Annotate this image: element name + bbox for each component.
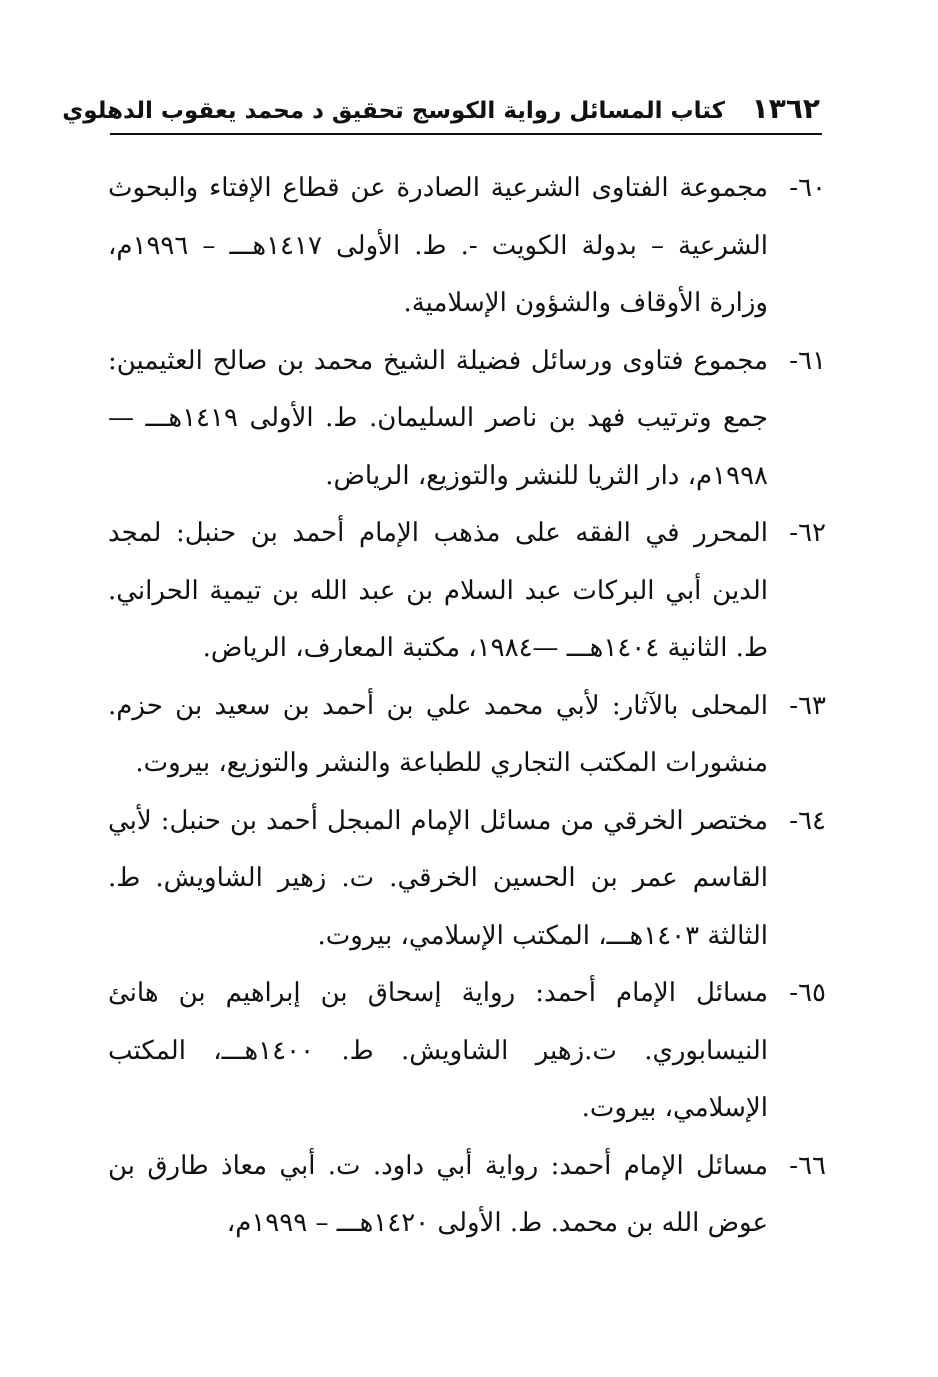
entry-number: ٦٢- bbox=[789, 518, 826, 548]
bibliography-entry bbox=[108, 1138, 826, 1253]
entry-text: مختصر الخرقي من مسائل الإمام المبجل أحمد بن حنبل: لأبي القاسم عمر بن الحسين الخرقي. ت. زهير الشاويش. ط. الثالثة ١٤٠٣هـــ، المكتب الإسلامي، بيروت. bbox=[108, 805, 768, 951]
entry-text: مجموع فتاوى ورسائل فضيلة الشيخ محمد بن صالح العثيمين: جمع وترتيب فهد بن ناصر السليمان. ط. الأولى ١٤١٩هـــ —١٩٩٨م، دار الثريا للنشر والتوزيع، الرياض. bbox=[108, 345, 769, 491]
page-number: ١٣٦٢ bbox=[751, 92, 820, 125]
entry-number: ٦٣- bbox=[789, 690, 826, 721]
bibliography-entry bbox=[108, 793, 826, 966]
bibliography-entry bbox=[108, 333, 826, 506]
entry-text: المحلى بالآثار: لأبي محمد علي بن أحمد بن سعيد بن حزم. منشورات المكتب التجاري للطباعة والنشر والتوزيع، بيروت. bbox=[108, 690, 768, 778]
bibliography-list bbox=[108, 160, 826, 1253]
bibliography-entry bbox=[108, 678, 826, 793]
entry-text: المحرر في الفقه على مذهب الإمام أحمد بن حنبل: لمجد الدين أبي البركات عبد السلام بن عبد الله بن تيمية الحراني. ط. الثانية ١٤٠٤هـــ —١٩٨٤، مكتبة المعارف، الرياض. bbox=[108, 518, 768, 663]
bibliography-entry bbox=[108, 160, 826, 333]
entry-number: ٦٥- bbox=[789, 978, 826, 1008]
page-header bbox=[62, 88, 820, 132]
header-divider bbox=[110, 133, 822, 135]
entry-text: مجموعة الفتاوى الشرعية الصادرة عن قطاع الإفتاء والبحوث الشرعية – بدولة الكويت -. ط. الأولى ١٤١٧هـــ – ١٩٩٦م، وزارة الأوقاف والشؤون الإسلامية. bbox=[108, 173, 769, 318]
bibliography-entry bbox=[108, 505, 826, 678]
entry-number: ٦٦- bbox=[789, 1150, 826, 1181]
running-title: كتاب المسائل رواية الكوسج تحقيق د محمد يعقوب الدهلوي bbox=[62, 98, 725, 124]
entry-number: ٦٠- bbox=[789, 173, 826, 203]
entry-text: مسائل الإمام أحمد: رواية أبي داود. ت. أبي معاذ طارق بن عوض الله بن محمد. ط. الأولى ١٤٢٠هـــ – ١٩٩٩م، bbox=[108, 1150, 768, 1238]
bibliography-entry bbox=[108, 965, 826, 1138]
entry-text: مسائل الإمام أحمد: رواية إسحاق بن إبراهيم بن هانئ النيسابوري. ت.زهير الشاويش. ط. ١٤٠٠هـــ، المكتب الإسلامي، بيروت. bbox=[108, 978, 768, 1123]
entry-number: ٦٤- bbox=[789, 805, 826, 836]
entry-number: ٦١- bbox=[789, 345, 826, 376]
